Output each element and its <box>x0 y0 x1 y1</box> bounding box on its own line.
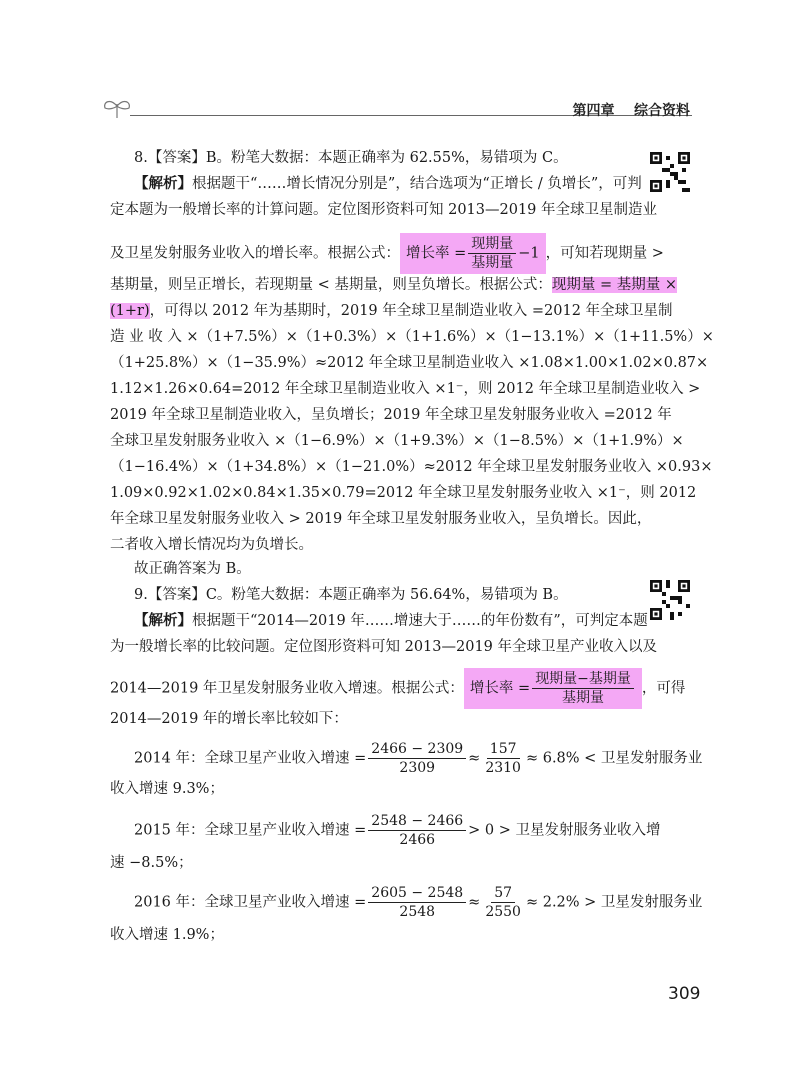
growth-rate-formula: 增长率 = $\frac{\text{现期量−基期量}}{\text{基期量}}$ <box>464 668 642 709</box>
section-label: 综合资料 <box>634 103 690 119</box>
chapter-header <box>573 100 691 120</box>
page-number: 309 <box>668 984 701 1004</box>
chapter-label: 第四章 <box>572 103 615 119</box>
q8-line-11: （1−16.4%）×（1+34.8%）×（1−21.0%）≈2012 年全球卫星发射服务业收入 ×0.93× <box>110 459 713 475</box>
q9-line-3: 2014—2019 年卫星发射服务业收入增速。根据公式： 增长率 = $\frac{\text{现期量−基期量}}{\text{基期量}}$ ，可得 <box>110 668 685 709</box>
q8-answer: 8.【答案】B。粉笔大数据：本题正确率为 62.55%，易错项为 C。 <box>134 150 568 166</box>
q8-line-9: 2019 年全球卫星制造业收入，呈负增长；2019 年全球卫星发射服务业收入 =2012 年 <box>110 407 672 423</box>
q8-line-1: 【解析】根据题干“……增长情况分别是”，结合选项为“正增长 / 负增长”，可判 <box>134 175 642 192</box>
q8-line-4: 基期量，则呈正增长，若现期量 < 基期量，则呈负增长。根据公式：现期量 = 基期量 × <box>110 277 678 293</box>
q9-2015-cont: 速 −8.5%； <box>110 855 193 871</box>
q9-2016-cont: 收入增速 1.9%； <box>110 927 224 943</box>
q9-line-4: 2014—2019 年的增长率比较如下： <box>110 711 348 727</box>
q9-2014: 2014 年：全球卫星产业收入增速 = $\frac{2466 - 2309}{2309}$ ≈ $\frac{157}{2310}$ ≈ 6.8% < 卫星发射服务业 <box>134 741 703 776</box>
q8-line-3: 及卫星发射服务业收入的增长率。根据公式： 增长率 = $\frac{\text{现期量}}{\text{基期量}}$ −1 ，可知若现期量 > <box>110 233 664 274</box>
q9-2014-cont: 收入增速 9.3%； <box>110 781 224 797</box>
q8-line-5: (1+r)，可得以 2012 年为基期时，2019 年全球卫星制造业收入 =2012 年全球卫星制 <box>110 303 673 319</box>
q8-line-12: 1.09×0.92×1.02×0.84×1.35×0.79=2012 年全球卫星发射服务业收入 ×1⁻，则 2012 <box>110 485 697 501</box>
analysis-label: 【解析】 <box>134 612 192 629</box>
q9-line-2: 为一般增长率的比较问题。定位图形资料可知 2013—2019 年全球卫星产业收入以及 <box>110 639 658 655</box>
q8-line-6: 造 业 收 入 ×（1+7.5%）×（1+0.3%）×（1+1.6%）×（1−13.1%）×（1+11.5%）× <box>110 329 714 345</box>
q8-line-14: 二者收入增长情况均为负增长。 <box>110 537 313 553</box>
qr-code-icon <box>650 580 690 620</box>
q9-line-1: 【解析】根据题干“2014—2019 年……增速大于……的年份数有”，可判定本题 <box>134 612 648 629</box>
q8-conclusion: 故正确答案为 B。 <box>134 561 251 577</box>
q8-line-10: 全球卫星发射服务业收入 ×（1−6.9%）×（1+9.3%）×（1−8.5%）×（1+1.9%）× <box>110 433 684 449</box>
current-equals-base-formula: 现期量 = 基期量 × <box>551 277 678 293</box>
leaf-sprout-icon <box>100 94 134 120</box>
q9-answer: 9.【答案】C。粉笔大数据：本题正确率为 56.64%，易错项为 B。 <box>134 587 568 603</box>
analysis-label: 【解析】 <box>134 175 192 192</box>
q8-line-8: 1.12×1.26×0.64=2012 年全球卫星制造业收入 ×1⁻，则 2012 年全球卫星制造业收入 > <box>110 381 701 397</box>
growth-rate-formula: 增长率 = $\frac{\text{现期量}}{\text{基期量}}$ −1 <box>400 233 546 274</box>
q8-line-7: （1+25.8%）×（1−35.9%）≈2012 年全球卫星制造业收入 ×1.08×1.00×1.02×0.87× <box>110 355 709 371</box>
q8-line-13: 年全球卫星发射服务业收入 > 2019 年全球卫星发射服务业收入，呈负增长。因此， <box>110 511 652 527</box>
qr-code-icon <box>650 152 690 192</box>
q8-line-2: 定本题为一般增长率的计算问题。定位图形资料可知 2013—2019 年全球卫星制造业 <box>110 202 658 218</box>
q9-2016: 2016 年：全球卫星产业收入增速 = $\frac{2605 - 2548}{2548}$ ≈ $\frac{57}{2550}$ ≈ 2.2% > 卫星发射服务业 <box>134 885 703 920</box>
q9-2015: 2015 年：全球卫星产业收入增速 = $\frac{2548 - 2466}{2466}$ > 0 > 卫星发射服务业收入增 <box>134 813 661 848</box>
